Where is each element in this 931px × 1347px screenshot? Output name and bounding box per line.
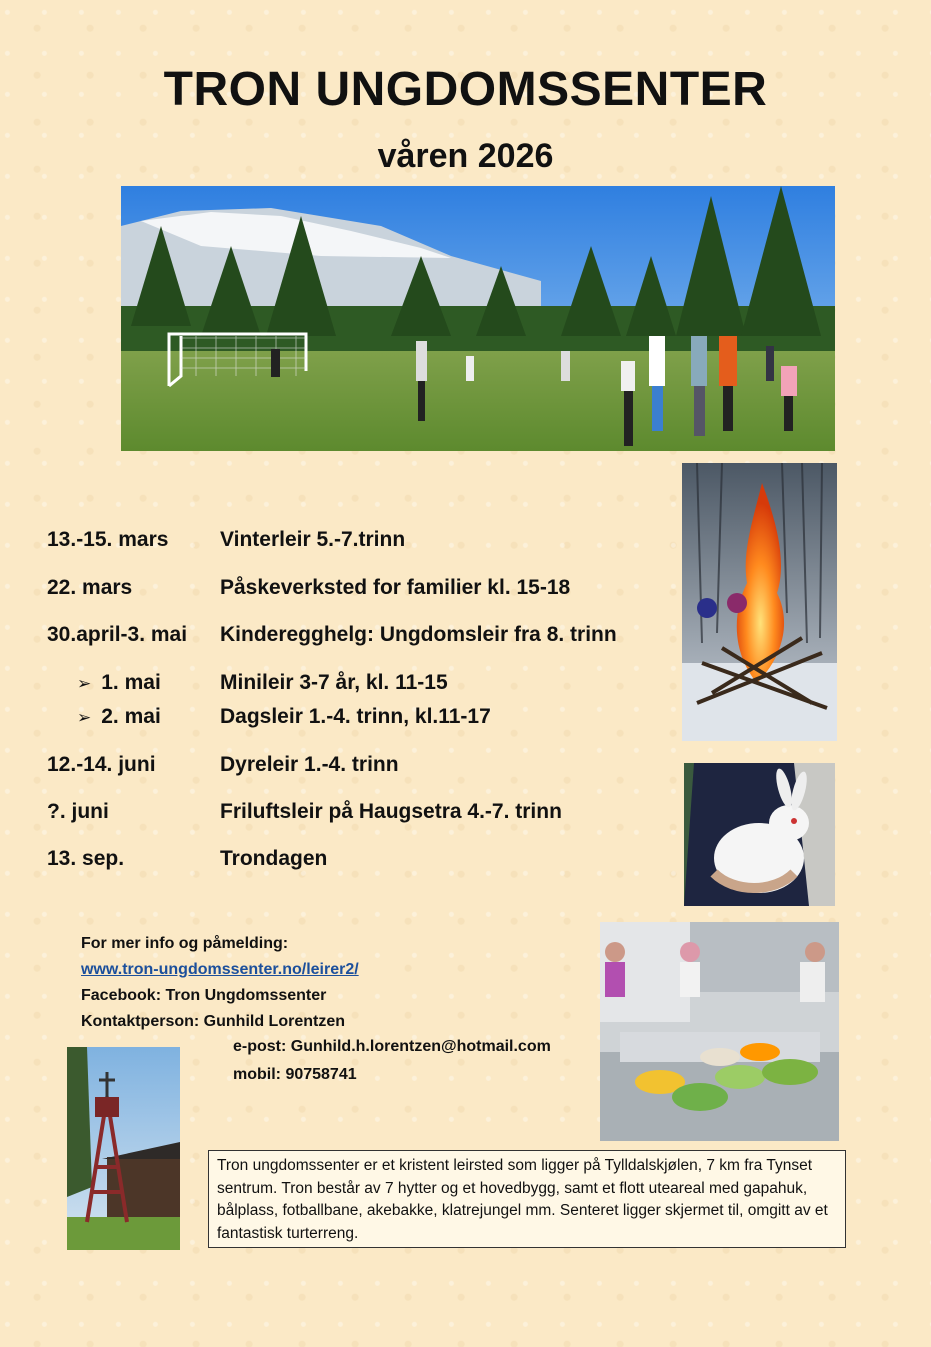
- schedule-date: 22. mars: [47, 576, 133, 599]
- facebook-text: Facebook: Tron Ungdomssenter: [81, 987, 327, 1004]
- email-text: e-post: Gunhild.h.lorentzen@hotmail.com: [233, 1038, 551, 1055]
- bonfire-photo: [682, 463, 837, 741]
- schedule-event: Dyreleir 1.-4. trinn: [220, 753, 399, 776]
- schedule-date: 12.-14. juni: [47, 753, 156, 776]
- info-heading: For mer info og påmelding:: [81, 935, 289, 952]
- schedule-event: Vinterleir 5.-7.trinn: [220, 528, 406, 551]
- schedule-date: 13.-15. mars: [47, 528, 169, 551]
- bell-tower-photo: [67, 1047, 180, 1250]
- arrow-bullet-icon: ➢: [77, 674, 92, 693]
- football-field-photo: [121, 186, 835, 451]
- schedule-event: Trondagen: [220, 847, 328, 870]
- about-box: Tron ungdomssenter er et kristent leirsted som ligger på Tylldalskjølen, 7 km fra Tynset sentrum. Tron består av 7 hytter og et hovedbygg, samt et flott uteareal med gapahuk, bålplass, fotballbane, akebakke, klatrejungel mm. Senteret ligger skjermet til, omgitt av et fantastisk turterreng.: [208, 1150, 846, 1248]
- schedule-event: Friluftsleir på Haugsetra 4.-7. trinn: [220, 800, 562, 823]
- rabbit-photo: [684, 763, 835, 906]
- contact-details: [233, 1033, 551, 1089]
- arrow-bullet-icon: ➢: [77, 708, 92, 727]
- contact-person: Kontaktperson: Gunhild Lorentzen: [81, 1013, 345, 1030]
- website-link[interactable]: www.tron-ungdomssenter.no/leirer2/: [81, 961, 359, 978]
- schedule-date: 1. mai: [101, 671, 161, 694]
- schedule-date: 30.april-3. mai: [47, 623, 188, 646]
- schedule-date: 13. sep.: [47, 847, 125, 870]
- schedule-event: Dagsleir 1.-4. trinn, kl.11-17: [220, 705, 491, 728]
- info-block: [81, 931, 359, 1035]
- kitchen-photo: [600, 922, 839, 1141]
- page-subtitle: våren 2026: [377, 137, 554, 175]
- schedule-date: 2. mai: [101, 705, 161, 728]
- schedule-date: ?. juni: [47, 800, 109, 823]
- schedule-event: Kinderegghelg: Ungdomsleir fra 8. trinn: [220, 623, 617, 646]
- schedule-event: Påskeverksted for familier kl. 15-18: [220, 576, 571, 599]
- phone-text: mobil: 90758741: [233, 1066, 357, 1083]
- page-title: TRON UNGDOMSSENTER: [163, 63, 768, 116]
- schedule-event: Minileir 3-7 år, kl. 11-15: [220, 671, 448, 694]
